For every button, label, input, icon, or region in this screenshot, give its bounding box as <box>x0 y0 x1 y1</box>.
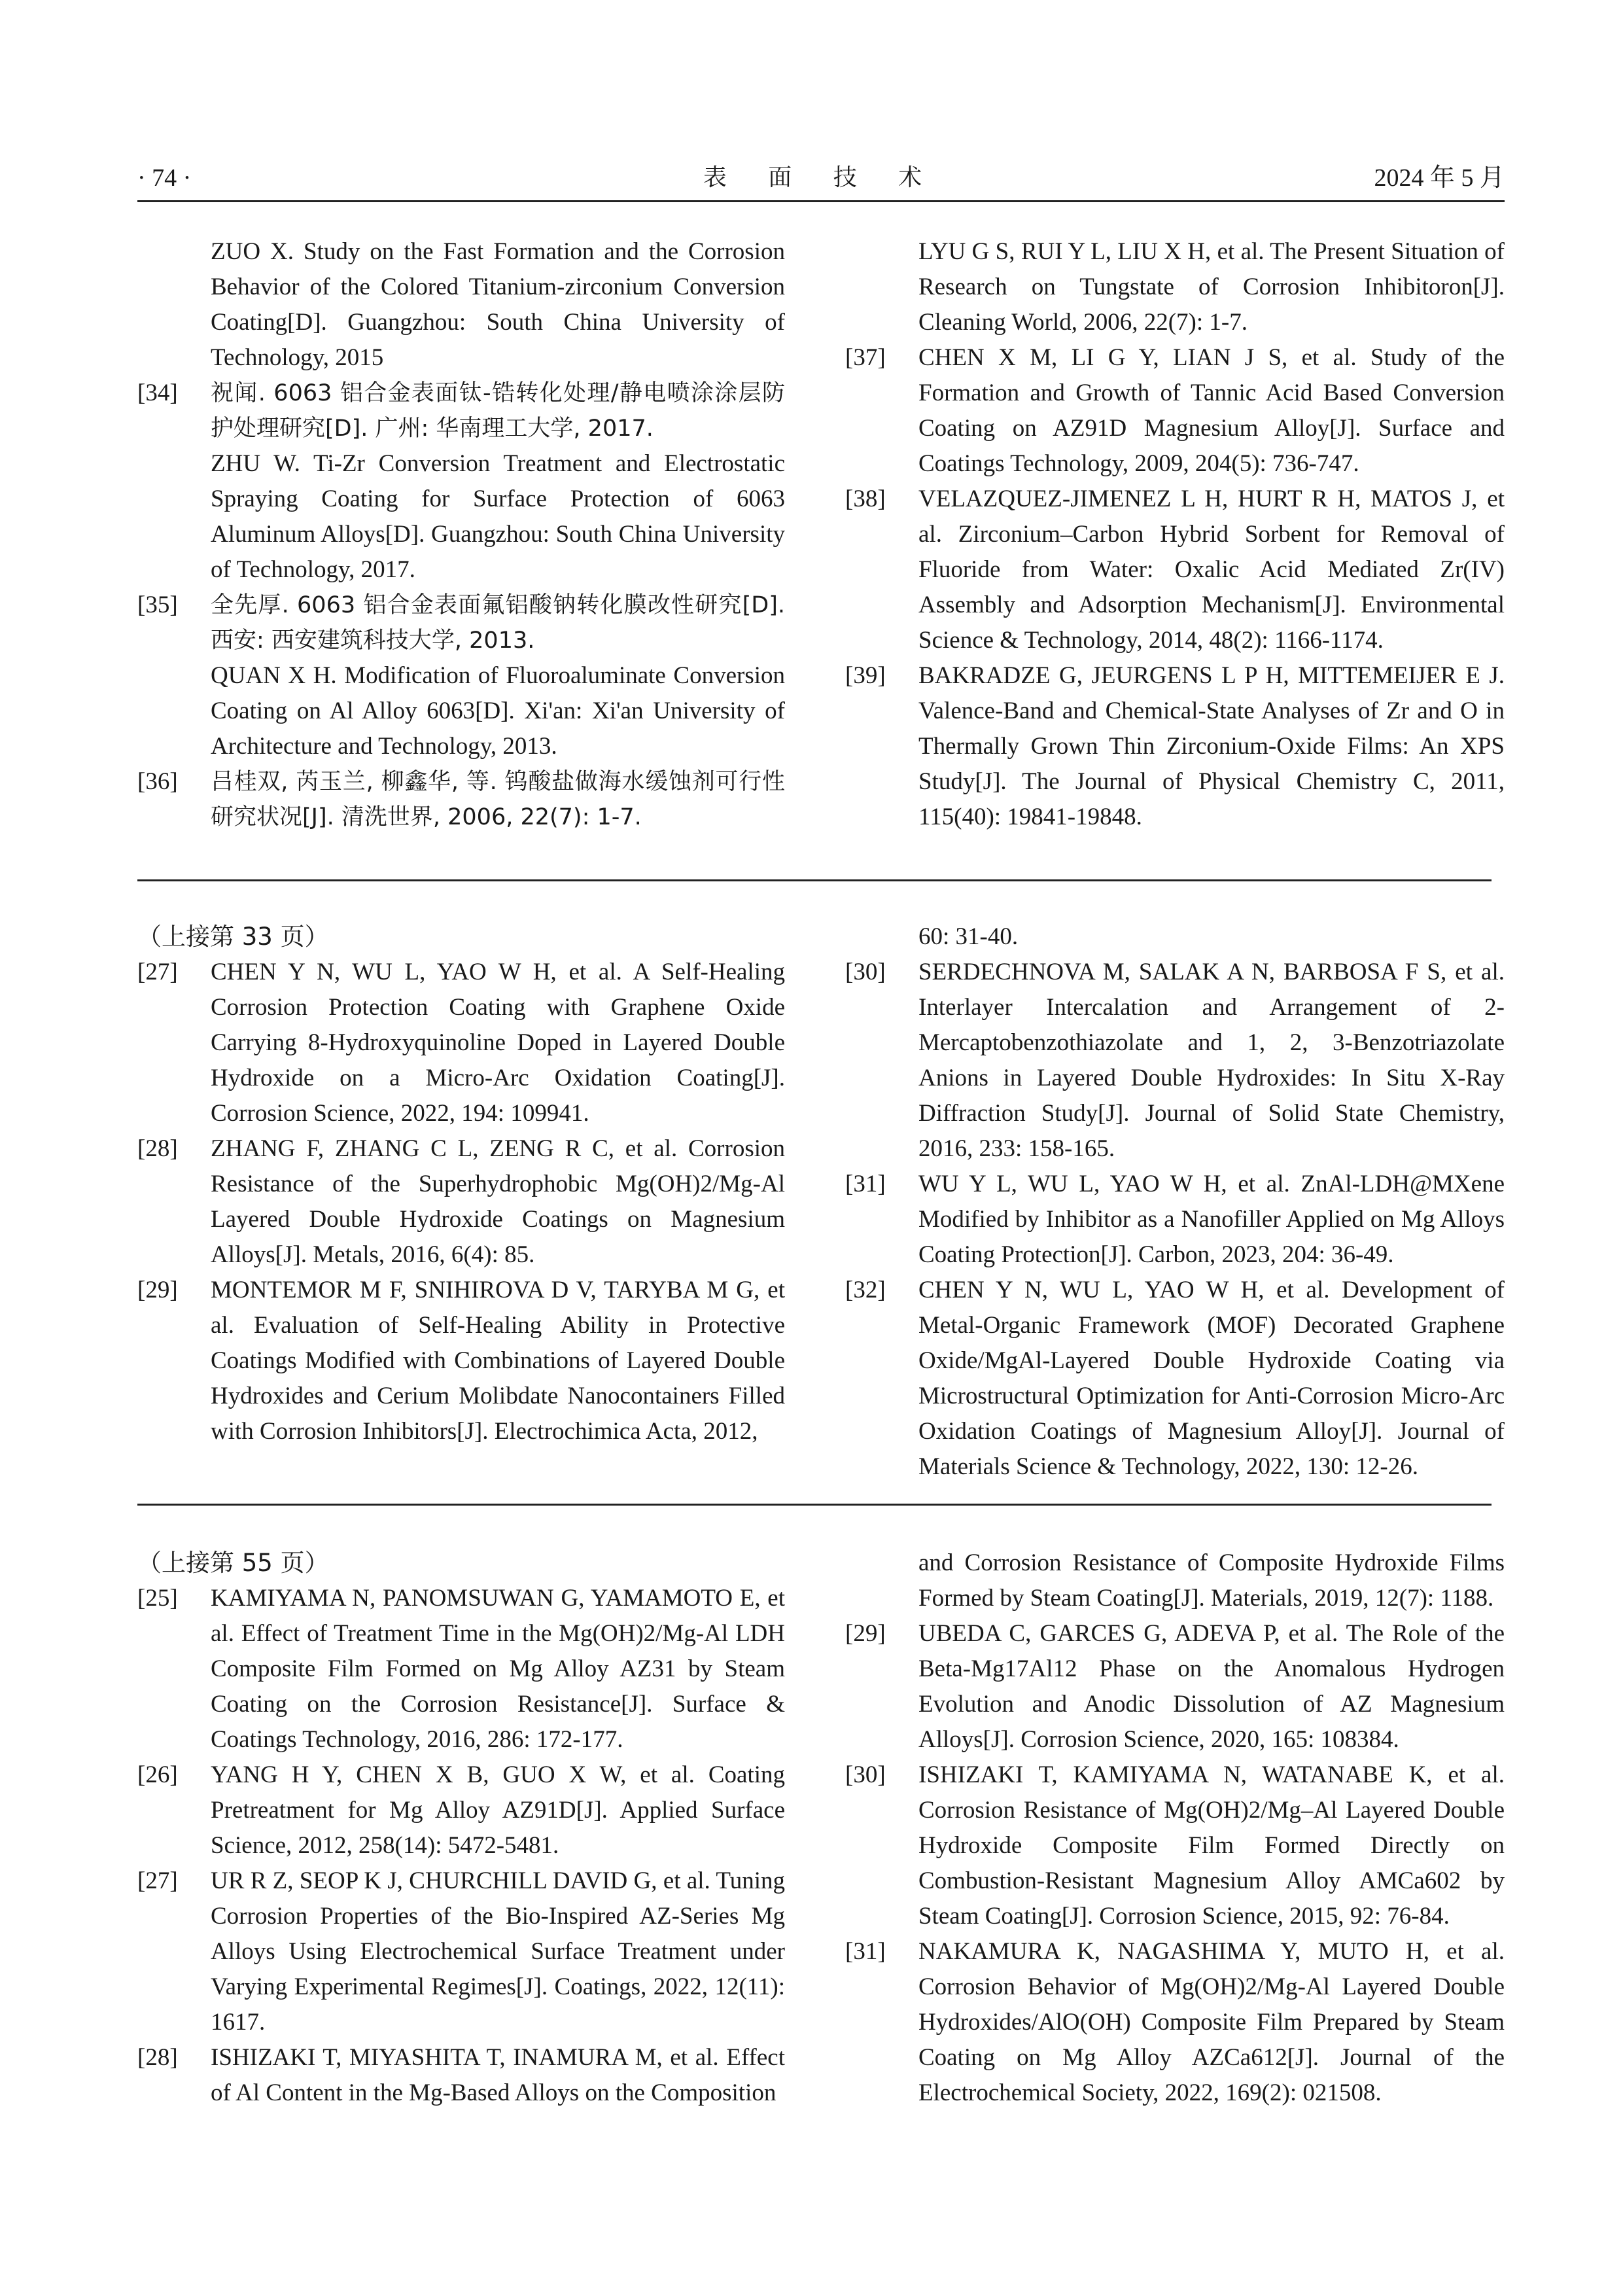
column-left <box>137 234 785 835</box>
reference-entry <box>137 1273 785 1449</box>
continued-note: （上接第 33 页） <box>137 923 329 951</box>
reference-entry <box>845 919 1505 955</box>
header-rule <box>137 200 1505 202</box>
reference-text: UBEDA C, GARCES G, ADEVA P, et al. The Role of the Beta-Mg17Al12 Phase on the Anomalous Hydrogen Evolution and Anodic Dissolution of AZ Magnesium Alloys[J]. Corrosion Science, 2020, 165: 108384. <box>918 1620 1505 1753</box>
reference-entry <box>137 764 785 835</box>
reference-number: [30] <box>845 959 886 985</box>
section-divider <box>137 1504 1492 1506</box>
reference-text: ISHIZAKI T, KAMIYAMA N, WATANABE K, et al. Corrosion Resistance of Mg(OH)2/Mg–Al Layered Double Hydroxide Composite Film Formed Directly on Combustion-Resistant Magnesium Alloy AMCa602 by Steam Coating[J]. Corrosion Science, 2015, 92: 76-84. <box>918 1761 1505 1930</box>
reference-number: [28] <box>137 2044 178 2071</box>
reference-text: CHEN X M, LI G Y, LIAN J S, et al. Study of the Formation and Growth of Tannic Acid Based Conversion Coating on AZ91D Magnesium Alloy[J]. Surface and Coatings Technology, 2009, 204(5): 736-747. <box>918 344 1505 477</box>
reference-text: 60: 31-40. <box>918 923 1019 950</box>
reference-text: CHEN Y N, WU L, YAO W H, et al. A Self-Healing Corrosion Protection Coating with Graphene Oxide Carrying 8-Hydroxyquinoline Doped in Layered Double Hydroxide on a Micro-Arc Oxidation Coating[J]. Corrosion Science, 2022, 194: 109941. <box>211 959 785 1127</box>
reference-entry <box>137 376 785 588</box>
reference-entry <box>845 1616 1505 1757</box>
column-right <box>845 919 1505 1485</box>
reference-entry <box>137 955 785 1131</box>
reference-text-chinese: 全先厚. 6063 铝合金表面氟铝酸钠转化膜改性研究[D]. 西安: 西安建筑科技大学, 2013. <box>211 592 785 654</box>
reference-number: [26] <box>137 1761 178 1788</box>
reference-entry <box>845 1934 1505 2111</box>
column-right <box>845 234 1505 835</box>
reference-text: ZUO X. Study on the Fast Formation and the Corrosion Behavior of the Colored Titanium-zirconium Conversion Coating[D]. Guangzhou: South China University of Technology, 2015 <box>211 238 785 371</box>
reference-entry <box>845 1167 1505 1273</box>
reference-text: VELAZQUEZ-JIMENEZ L H, HURT R H, MATOS J, et al. Zirconium–Carbon Hybrid Sorbent for Removal of Fluoride from Water: Oxalic Acid Mediated Zr(IV) Assembly and Adsorption Mechanism[J]. Environmental Science & Technology, 2014, 48(2): 1166-1174. <box>918 486 1505 654</box>
reference-entry <box>137 234 785 376</box>
page-header <box>137 158 1505 198</box>
reference-number: [25] <box>137 1585 178 1612</box>
reference-text-chinese: 祝闻. 6063 铝合金表面钛-锆转化处理/静电喷涂涂层防护处理研究[D]. 广州: 华南理工大学, 2017. <box>211 380 785 442</box>
reference-number: [35] <box>137 592 178 618</box>
reference-entry <box>845 1273 1505 1485</box>
column-left <box>137 919 785 1449</box>
reference-entry <box>845 1757 1505 1934</box>
reference-number: [32] <box>845 1277 886 1303</box>
reference-text-chinese: 吕桂双, 芮玉兰, 柳鑫华, 等. 钨酸盐做海水缓蚀剂可行性研究状况[J]. 清洗世界, 2006, 22(7): 1-7. <box>211 769 785 830</box>
reference-entry <box>137 1131 785 1273</box>
reference-number: [38] <box>845 486 886 512</box>
reference-number: [27] <box>137 959 178 985</box>
reference-text: QUAN X H. Modification of Fluoroaluminate Conversion Coating on Al Alloy 6063[D]. Xi'an: Xi'an University of Architecture and Technology, 2013. <box>211 662 785 760</box>
reference-number: [31] <box>845 1171 886 1197</box>
reference-entry <box>845 955 1505 1167</box>
reference-text: CHEN Y N, WU L, YAO W H, et al. Development of Metal-Organic Framework (MOF) Decorated Graphene Oxide/MgAl-Layered Double Hydroxide Coating via Microstructural Optimization for Anti-Corrosion Micro-Arc Oxidation Coatings of Magnesium Alloy[J]. Journal of Materials Science & Technology, 2022, 130: 12-26. <box>918 1277 1505 1480</box>
reference-entry <box>137 588 785 764</box>
reference-text: ZHU W. Ti-Zr Conversion Treatment and Electrostatic Spraying Coating for Surface Protection of 6063 Aluminum Alloys[D]. Guangzhou: South China University of Technology, 2017. <box>211 450 785 583</box>
references-section-1 <box>137 234 1505 849</box>
reference-text: and Corrosion Resistance of Composite Hydroxide Films Formed by Steam Coating[J]. Materials, 2019, 12(7): 1188. <box>918 1549 1505 1612</box>
reference-text: KAMIYAMA N, PANOMSUWAN G, YAMAMOTO E, et al. Effect of Treatment Time in the Mg(OH)2/Mg-Al LDH Composite Film Formed on Mg Alloy AZ31 by Steam Coating on the Corrosion Resistance[J]. Surface & Coatings Technology, 2016, 286: 172-177. <box>211 1585 785 1753</box>
reference-text: SERDECHNOVA M, SALAK A N, BARBOSA F S, et al. Interlayer Intercalation and Arrangement of 2-Mercaptobenzothiazolate and 1, 2, 3-Benzotriazolate Anions in Layered Double Hydroxides: In Situ X-Ray Diffraction Study[J]. Journal of Solid State Chemistry, 2016, 233: 158-165. <box>918 959 1505 1162</box>
reference-entry <box>845 482 1505 658</box>
reference-text: WU Y L, WU L, YAO W H, et al. ZnAl-LDH@MXene Modified by Inhibitor as a Nanofiller Applied on Mg Alloys Coating Protection[J]. Carbon, 2023, 204: 36-49. <box>918 1171 1505 1268</box>
reference-entry <box>137 1757 785 1863</box>
references-section-3 <box>137 1545 1505 2134</box>
reference-number: [27] <box>137 1867 178 1894</box>
reference-entry <box>845 234 1505 340</box>
reference-number: [30] <box>845 1761 886 1788</box>
continued-note: （上接第 55 页） <box>137 1549 329 1577</box>
reference-entry <box>137 2040 785 2111</box>
reference-text: ZHANG F, ZHANG C L, ZENG R C, et al. Corrosion Resistance of the Superhydrophobic Mg(OH)2/Mg-Al Layered Double Hydroxide Coatings on Magnesium Alloys[J]. Metals, 2016, 6(4): 85. <box>211 1135 785 1268</box>
reference-text: MONTEMOR M F, SNIHIROVA D V, TARYBA M G, et al. Evaluation of Self-Healing Ability in Protective Coatings Modified with Combinations of Layered Double Hydroxides and Cerium Molibdate Nanocontainers Filled with Corrosion Inhibitors[J]. Electrochimica Acta, 2012, <box>211 1277 785 1445</box>
reference-text: YANG H Y, CHEN X B, GUO X W, et al. Coating Pretreatment for Mg Alloy AZ91D[J]. Applied Surface Science, 2012, 258(14): 5472-5481. <box>211 1761 785 1859</box>
reference-entry <box>845 1545 1505 1616</box>
reference-number: [34] <box>137 380 178 406</box>
reference-number: [28] <box>137 1135 178 1162</box>
reference-number: [36] <box>137 768 178 795</box>
reference-text: BAKRADZE G, JEURGENS L P H, MITTEMEIJER E J. Valence-Band and Chemical-State Analyses of Zr and O in Thermally Grown Thin Zirconium-Oxide Films: An XPS Study[J]. The Journal of Physical Chemistry C, 2011, 115(40): 19841-19848. <box>918 662 1505 830</box>
column-right <box>845 1545 1505 2111</box>
reference-entry <box>137 1581 785 1757</box>
reference-number: [29] <box>845 1620 886 1647</box>
reference-entry <box>137 1863 785 2040</box>
reference-number: [39] <box>845 662 886 689</box>
reference-entry <box>845 658 1505 835</box>
reference-number: [31] <box>845 1938 886 1965</box>
section-divider <box>137 879 1492 881</box>
reference-text: UR R Z, SEOP K J, CHURCHILL DAVID G, et al. Tuning Corrosion Properties of the Bio-Inspired AZ-Series Mg Alloys Using Electrochemical Surface Treatment under Varying Experimental Regimes[J]. Coatings, 2022, 12(11): 1617. <box>211 1867 785 2036</box>
reference-text: LYU G S, RUI Y L, LIU X H, et al. The Present Situation of Research on Tungstate of Corrosion Inhibitoron[J]. Cleaning World, 2006, 22(7): 1-7. <box>918 238 1505 336</box>
column-left <box>137 1545 785 2111</box>
reference-number: [29] <box>137 1277 178 1303</box>
reference-number: [37] <box>845 344 886 371</box>
journal-title: 表 面 技 术 <box>703 164 939 191</box>
page-number: · 74 · <box>137 164 192 192</box>
reference-text: ISHIZAKI T, MIYASHITA T, INAMURA M, et al. Effect of Al Content in the Mg-Based Alloys on the Composition <box>211 2044 785 2106</box>
issue-date: 2024 年 5 月 <box>1374 164 1505 192</box>
reference-text: NAKAMURA K, NAGASHIMA Y, MUTO H, et al. Corrosion Behavior of Mg(OH)2/Mg-Al Layered Double Hydroxides/AlO(OH) Composite Film Prepared by Steam Coating on Mg Alloy AZCa612[J]. Journal of the Electrochemical Society, 2022, 169(2): 021508. <box>918 1938 1505 2106</box>
reference-entry <box>845 340 1505 482</box>
references-section-2 <box>137 919 1505 1495</box>
